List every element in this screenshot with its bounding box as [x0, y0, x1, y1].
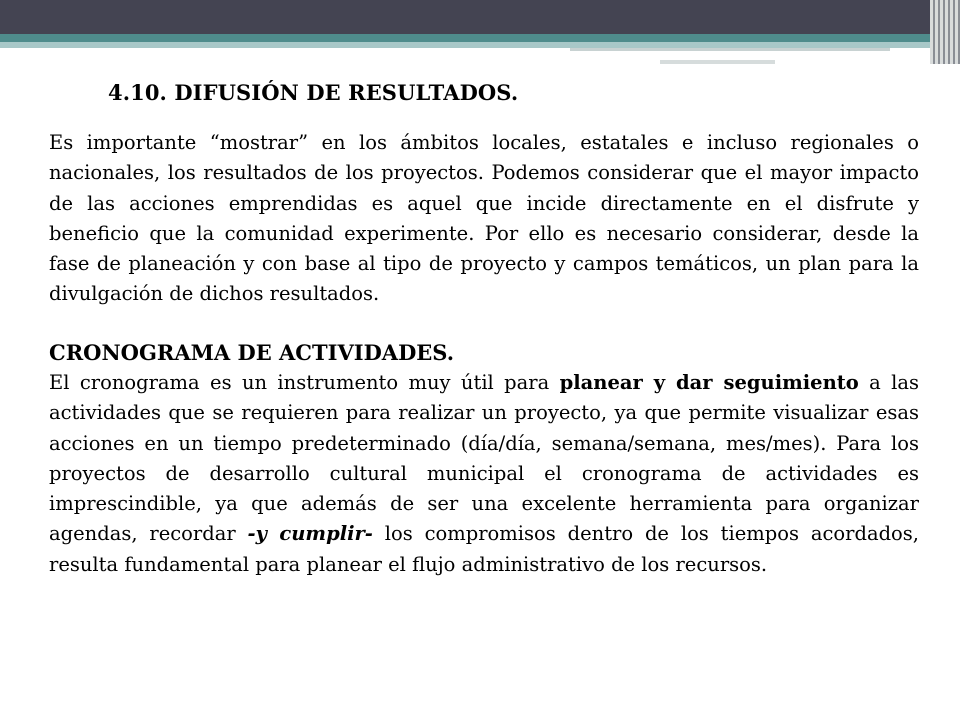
- header-rule-highlight: [570, 51, 890, 53]
- header-band-dark: [0, 0, 960, 34]
- emphasis-planear: planear y dar seguimiento: [559, 371, 859, 394]
- paragraph-cronograma-text-1: El cronograma es un instrumento muy útil para: [49, 371, 560, 394]
- paragraph-cronograma-text-2: a las actividades que se requieren para realizar un proyecto, ya que permite visualizar esas acciones en un tiempo predeterminado (día/día, semana/semana, mes/mes). Para los proyectos de desarrollo cultural municipal el cronograma de actividades es imprescindible, ya que además de ser una excelente herramienta para organizar agendas, recordar: [49, 371, 919, 546]
- header-rule-short: [660, 60, 775, 64]
- subsection-title: CRONOGRAMA DE ACTIVIDADES.: [49, 340, 455, 365]
- corner-decoration: [930, 0, 960, 64]
- emphasis-cumplir: -y cumplir-: [247, 522, 373, 546]
- paragraph-cronograma-text-3: los compromisos dentro de los tiempos acordados, resulta fundamental para planear el flujo administrativo de los recursos.: [49, 522, 919, 576]
- header-band-teal: [0, 34, 960, 42]
- paragraph-difusion: Es importante “mostrar” en los ámbitos locales, estatales e incluso regionales o nacionales, los resultados de los proyectos. Podemos considerar que el mayor impacto de las acciones emprendidas es aquel que incide directamente en el disfrute y beneficio que la comunidad experimente. Por ello es necesario considerar, desde la fase de planeación y con base al tipo de proyecto y campos temáticos, un plan para la divulgación de dichos resultados.: [49, 131, 919, 306]
- paragraph-cronograma: [49, 368, 919, 580]
- section-title: 4.10. DIFUSIÓN DE RESULTADOS.: [108, 80, 519, 105]
